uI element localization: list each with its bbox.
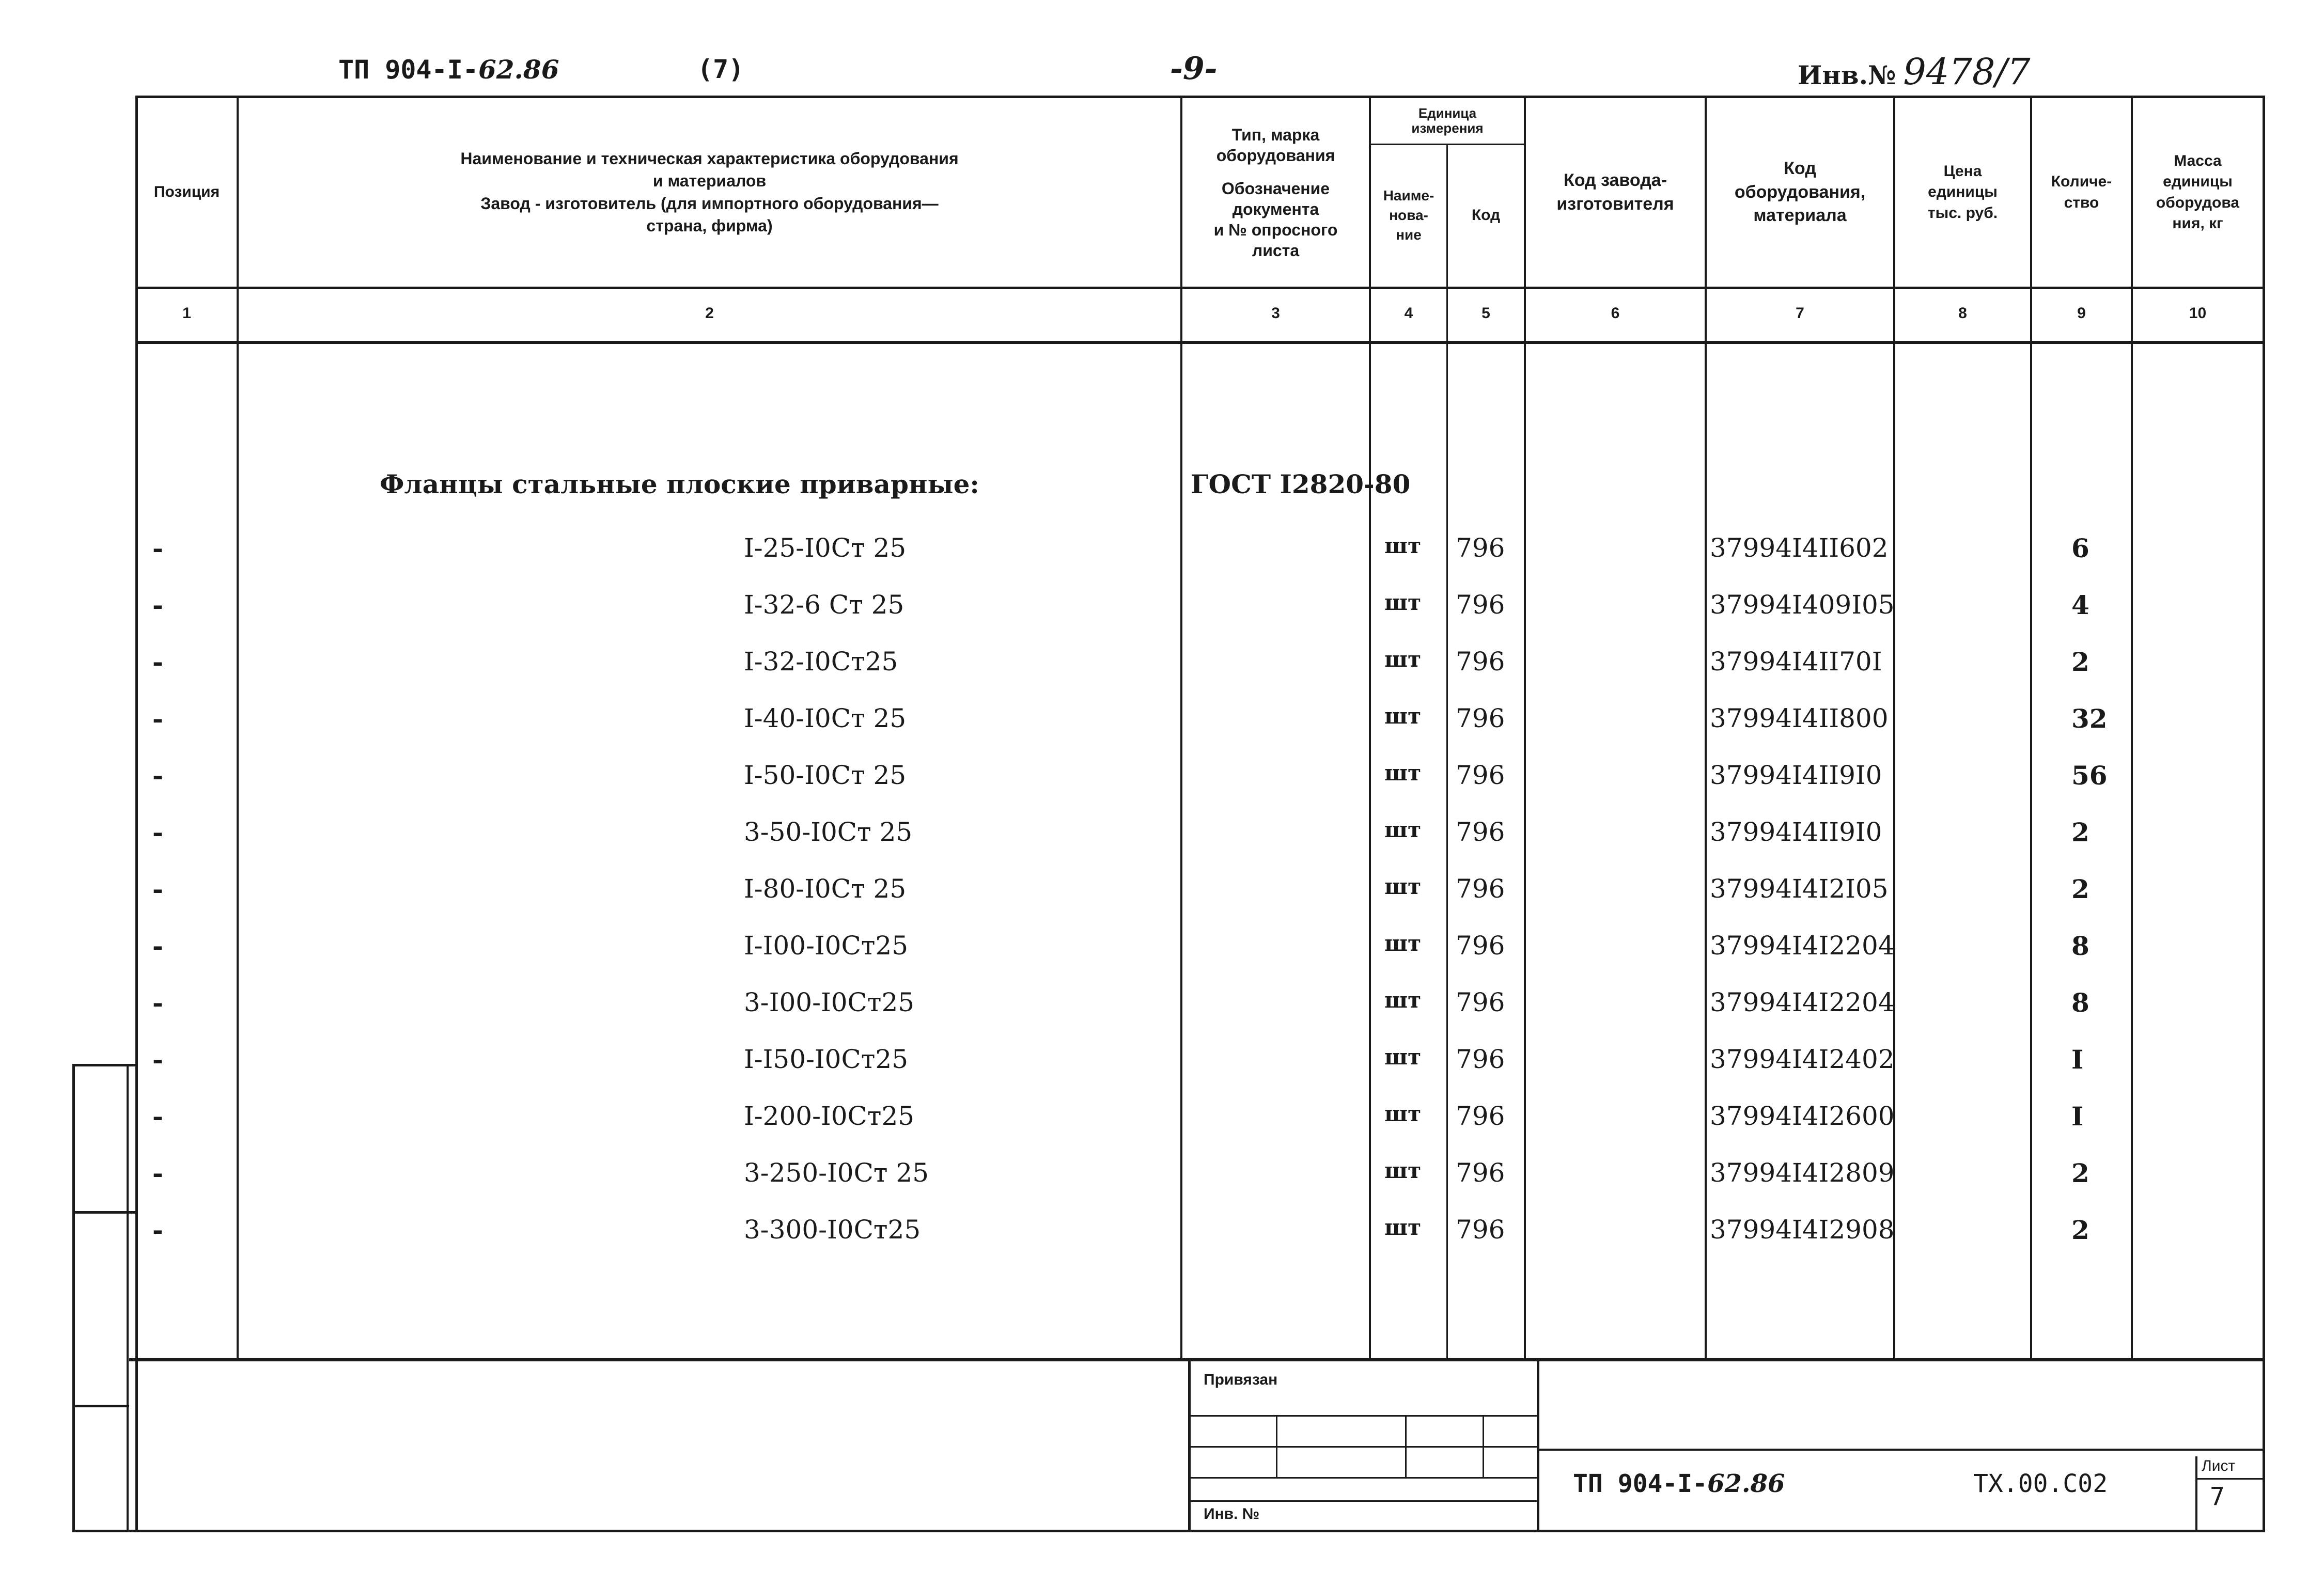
stamp-grid-h4 — [1191, 1500, 1537, 1502]
row-unit-code: 796 — [1456, 874, 1505, 904]
section-standard: ГОСТ I2820-80 — [1191, 469, 1411, 499]
row-name: I-32-6 Ст 25 — [744, 590, 904, 620]
row-name: I-80-I0Ст 25 — [744, 874, 907, 904]
row-item-code: 37994I4I2402 — [1710, 1044, 1895, 1074]
row-item-code: 37994I4I2204 — [1710, 987, 1895, 1017]
inventory-label: Инв.№ — [1798, 60, 1896, 90]
margin-mark-3 — [72, 1405, 129, 1407]
stamp-grid-v2 — [1405, 1415, 1407, 1477]
table-row — [0, 635, 2324, 692]
row-position: - — [152, 647, 163, 677]
margin-line-inner — [127, 1064, 129, 1531]
row-unit-code: 796 — [1456, 817, 1505, 847]
row-item-code: 37994I4I2809 — [1710, 1158, 1895, 1188]
table-row — [0, 1090, 2324, 1147]
row-unit: шт — [1384, 1215, 1422, 1240]
row-position: - — [152, 703, 163, 734]
col-number-7: 7 — [1796, 305, 1804, 322]
col-header-name-l4: страна, фирма) — [646, 216, 773, 235]
col-number-4: 4 — [1404, 305, 1413, 322]
row-quantity: 8 — [2071, 931, 2089, 961]
frame-bottom — [72, 1530, 2265, 1532]
col-header-type-l5: и № опросного — [1213, 220, 1338, 239]
doc-code-top-text: ТП 904-I- — [338, 55, 478, 85]
col-number-6: 6 — [1611, 305, 1620, 322]
col-header-type-l2: оборудования — [1216, 146, 1335, 165]
row-unit: шт — [1384, 647, 1422, 672]
col-header-unit-name: Наиме- нова- ние — [1383, 187, 1434, 243]
row-unit: шт — [1384, 703, 1422, 729]
row-unit: шт — [1384, 1101, 1422, 1126]
row-unit-code: 796 — [1456, 647, 1505, 677]
stamp-grid-h2 — [1191, 1446, 1537, 1448]
row-name: I-I00-I0Ст25 — [744, 931, 909, 961]
row-item-code: 37994I4II9I0 — [1710, 817, 1882, 847]
stamp-grid-h1 — [1191, 1415, 1537, 1417]
row-item-code: 37994I4I2908 — [1710, 1215, 1895, 1245]
stamp-doc-code — [1573, 1469, 1785, 1498]
col-header-quantity: Количе- ство — [2051, 173, 2112, 211]
stamp-divider-right — [1537, 1358, 1539, 1531]
row-item-code: 37994I409I05 — [1710, 590, 1895, 620]
row-quantity: I — [2071, 1101, 2084, 1132]
row-item-code: 37994I4I2204 — [1710, 931, 1895, 961]
row-name: 3-I00-I0Ст25 — [744, 987, 915, 1017]
row-quantity: 2 — [2071, 817, 2089, 847]
row-unit-code: 796 — [1456, 1044, 1505, 1074]
col-header-item-code: Код оборудования, материала — [1734, 158, 1866, 226]
col-header-type-l4: документа — [1232, 199, 1319, 218]
section-title: Фланцы стальные плоские приварные: — [380, 469, 979, 499]
row-quantity: 8 — [2071, 987, 2089, 1018]
stamp-sheet-divider — [2195, 1456, 2197, 1531]
page-number: -9- — [1170, 51, 1218, 87]
col-header-mass: Масса единицы оборудова ния, кг — [2156, 152, 2240, 232]
table-row — [0, 1033, 2324, 1090]
row-name: I-I50-I0Ст25 — [744, 1044, 909, 1074]
col-header-name-l3: Завод - изготовитель (для импортного оборудования— — [480, 194, 939, 213]
row-unit: шт — [1384, 931, 1422, 956]
col-header-type-l1: Тип, марка — [1231, 125, 1320, 144]
row-unit-code: 796 — [1456, 703, 1505, 733]
row-item-code: 37994I4II800 — [1710, 703, 1889, 733]
frame-top — [135, 96, 2264, 98]
row-position: - — [152, 874, 163, 904]
row-position: - — [152, 533, 163, 563]
inventory-number — [1798, 51, 2031, 93]
unit-group-line — [1369, 144, 1525, 145]
table-row — [0, 749, 2324, 806]
col-header-type — [1182, 103, 1369, 281]
header-bottom-line — [135, 287, 2264, 289]
row-item-code: 37994I4II602 — [1710, 533, 1889, 563]
margin-line-outer — [72, 1064, 75, 1531]
row-name: I-40-I0Ст 25 — [744, 703, 907, 733]
row-name: 3-250-I0Ст 25 — [744, 1158, 929, 1188]
row-quantity: 4 — [2071, 590, 2089, 620]
row-unit: шт — [1384, 1158, 1422, 1183]
row-quantity: 6 — [2071, 533, 2089, 563]
row-quantity: 32 — [2071, 703, 2108, 734]
table-row — [0, 976, 2324, 1033]
col-number-9: 9 — [2077, 305, 2086, 322]
table-row — [0, 1203, 2324, 1260]
col-header-name-l2: и материалов — [652, 171, 767, 191]
table-row — [0, 692, 2324, 749]
album-number: (7) — [697, 54, 744, 84]
row-quantity: I — [2071, 1044, 2084, 1075]
row-unit-code: 796 — [1456, 1158, 1505, 1188]
doc-code-top-hand: 62.86 — [478, 54, 559, 85]
row-item-code: 37994I4I2600 — [1710, 1101, 1895, 1131]
col-header-name — [239, 103, 1180, 281]
table-row — [0, 806, 2324, 862]
stamp-doc-mark: ТХ.00.С02 — [1973, 1469, 2108, 1498]
doc-code-top — [338, 54, 559, 85]
col-header-unit-group: Единица измерения — [1411, 105, 1484, 136]
col-header-price: Цена единицы тыс. руб. — [1927, 162, 1998, 222]
col-header-position: Позиция — [153, 183, 220, 201]
row-position: - — [152, 760, 163, 791]
row-quantity: 2 — [2071, 1158, 2089, 1188]
row-position: - — [152, 931, 163, 961]
col-number-5: 5 — [1481, 305, 1490, 322]
stamp-grid-v1 — [1276, 1415, 1277, 1477]
row-position: - — [152, 1044, 163, 1075]
stamp-divider-left — [1188, 1358, 1191, 1531]
row-position: - — [152, 590, 163, 620]
row-unit-code: 796 — [1456, 760, 1505, 790]
row-unit-code: 796 — [1456, 931, 1505, 961]
colnum-bottom-line — [135, 341, 2264, 344]
row-quantity: 2 — [2071, 1215, 2089, 1245]
col-header-type-l6: листа — [1252, 241, 1300, 260]
row-name: I-50-I0Ст 25 — [744, 760, 907, 790]
stamp-title-line — [1539, 1449, 2263, 1451]
row-item-code: 37994I4II9I0 — [1710, 760, 1882, 790]
stamp-doc-code-hand: 62.86 — [1707, 1469, 1785, 1498]
stamp-doc-code-text: ТП 904-I- — [1573, 1469, 1708, 1498]
stamp-inv-no: Инв. № — [1204, 1505, 1260, 1522]
row-unit: шт — [1384, 1044, 1422, 1070]
row-unit-code: 796 — [1456, 1101, 1505, 1131]
col-header-type-l3: Обозначение — [1221, 179, 1330, 198]
stamp-grid-h3 — [1191, 1477, 1537, 1479]
row-unit-code: 796 — [1456, 590, 1505, 620]
table-row — [0, 862, 2324, 919]
col-header-unit-code: Код — [1471, 206, 1501, 224]
row-quantity: 56 — [2071, 760, 2108, 791]
row-item-code: 37994I4II70I — [1710, 647, 1882, 677]
table-row — [0, 1147, 2324, 1203]
row-unit: шт — [1384, 817, 1422, 842]
row-quantity: 2 — [2071, 874, 2089, 904]
col-number-3: 3 — [1271, 305, 1280, 322]
col-number-2: 2 — [705, 305, 714, 322]
row-name: I-25-I0Ст 25 — [744, 533, 907, 563]
row-unit: шт — [1384, 874, 1422, 899]
row-quantity: 2 — [2071, 647, 2089, 677]
margin-mark-1 — [72, 1064, 137, 1066]
row-position: - — [152, 1158, 163, 1188]
stamp-grid-v3 — [1483, 1415, 1484, 1477]
stamp-sheet-value: 7 — [2210, 1482, 2225, 1511]
row-position: - — [152, 987, 163, 1018]
table-row — [0, 919, 2324, 976]
row-unit-code: 796 — [1456, 1215, 1505, 1245]
stamp-sheet-label: Лист — [2202, 1457, 2236, 1474]
row-name: 3-300-I0Ст25 — [744, 1215, 921, 1245]
row-name: I-200-I0Ст25 — [744, 1101, 915, 1131]
row-unit: шт — [1384, 590, 1422, 615]
stamp-privyazan: Привязан — [1204, 1371, 1278, 1388]
col-header-factory-code: Код завода- изготовителя — [1556, 170, 1674, 214]
row-position: - — [152, 817, 163, 847]
row-position: - — [152, 1101, 163, 1132]
col-header-name-l1: Наименование и техническая характеристика оборудования — [460, 149, 959, 168]
row-name: I-32-I0Ст25 — [744, 647, 898, 677]
table-row — [0, 522, 2324, 578]
row-unit-code: 796 — [1456, 987, 1505, 1017]
col-number-8: 8 — [1958, 305, 1967, 322]
col-number-1: 1 — [182, 305, 191, 322]
body-bottom-line — [129, 1358, 2265, 1361]
row-position: - — [152, 1215, 163, 1245]
row-unit: шт — [1384, 533, 1422, 558]
row-name: 3-50-I0Ст 25 — [744, 817, 913, 847]
row-unit: шт — [1384, 987, 1422, 1013]
margin-mark-2 — [72, 1211, 137, 1214]
row-unit-code: 796 — [1456, 533, 1505, 563]
row-unit: шт — [1384, 760, 1422, 786]
inventory-value: 9478/7 — [1903, 51, 2031, 93]
stamp-sheet-line — [2195, 1478, 2263, 1480]
row-item-code: 37994I4I2I05 — [1710, 874, 1889, 904]
col-number-10: 10 — [2189, 305, 2207, 322]
table-row — [0, 578, 2324, 635]
